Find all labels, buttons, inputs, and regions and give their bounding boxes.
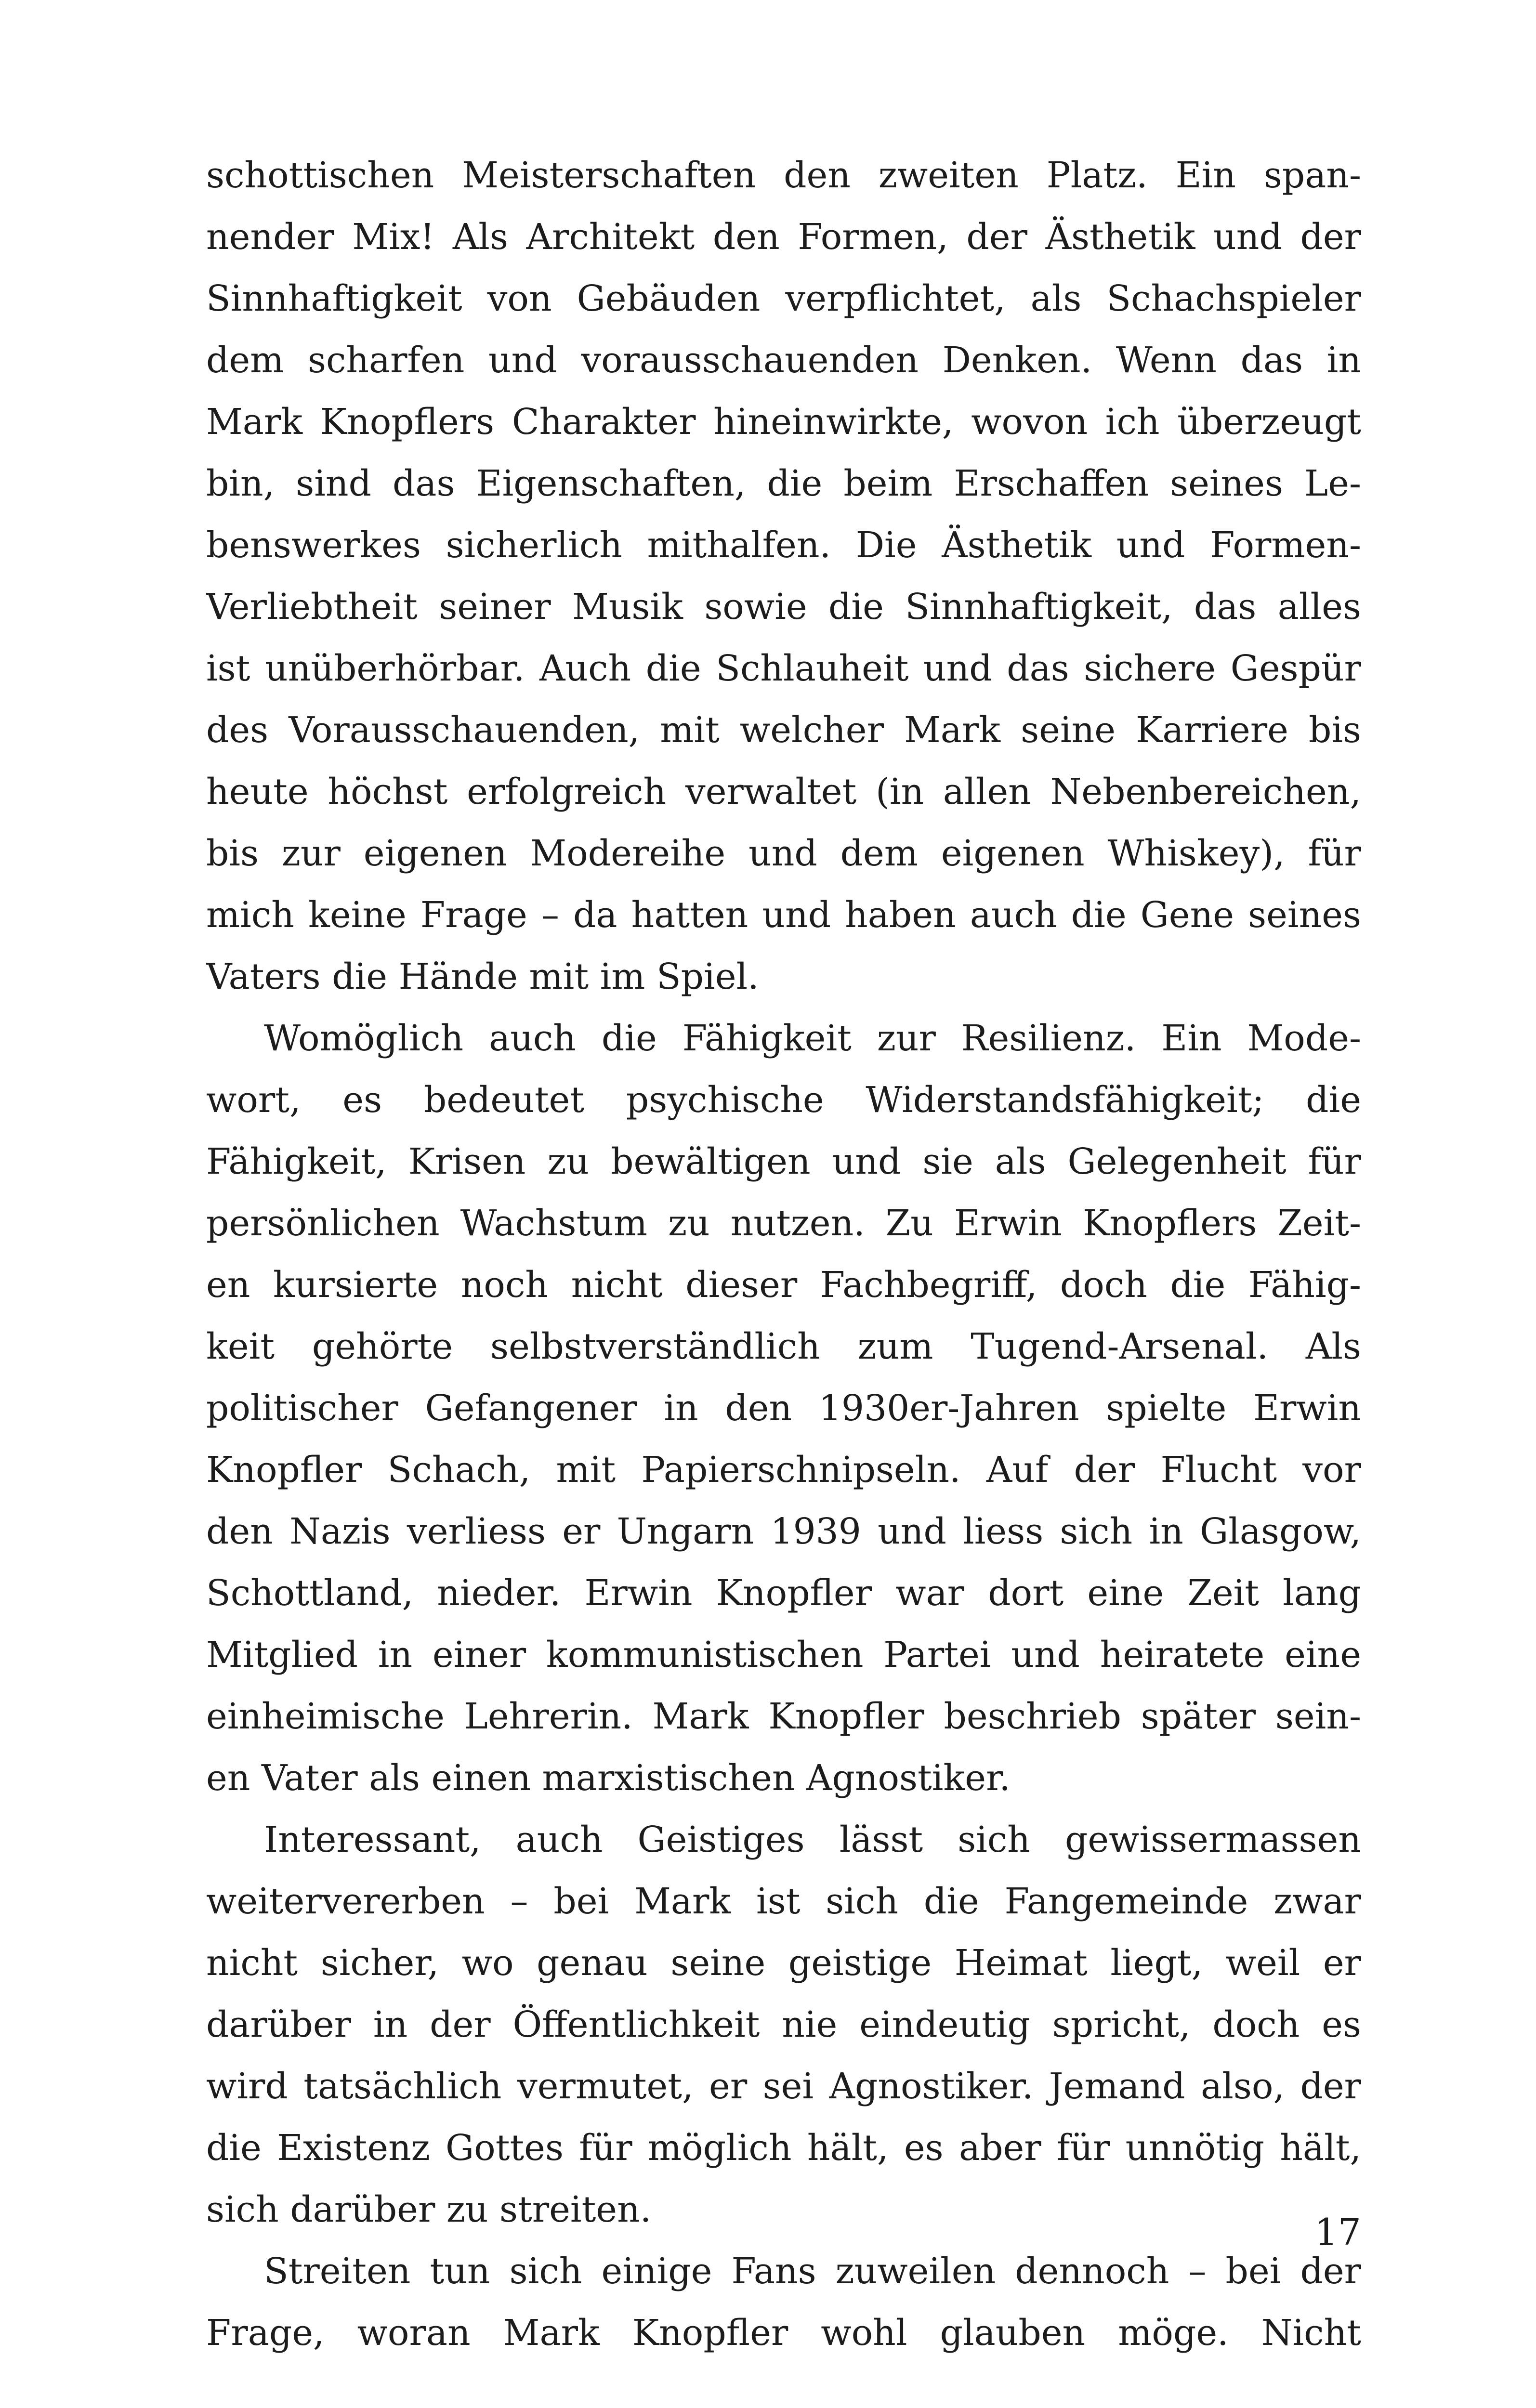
text-line: weitervererben – bei Mark ist sich die Fangemeinde zwar (206, 1881, 1361, 1922)
body-text (206, 144, 1361, 2364)
text-line: en kursierte noch nicht dieser Fachbegriff, doch die Fähig- (206, 1264, 1361, 1306)
text-line: ist unüberhörbar. Auch die Schlauheit und das sichere Gespür (206, 648, 1361, 689)
text-line: den Nazis verliess er Ungarn 1939 und liess sich in Glasgow, (206, 1511, 1361, 1552)
paragraph-last-line: sich darüber zu streiten. (206, 2189, 652, 2230)
text-line: keit gehörte selbstverständlich zum Tugend-Arsenal. Als (206, 1326, 1361, 1367)
text-line: darüber in der Öffentlichkeit nie eindeutig spricht, doch es (206, 2004, 1361, 2045)
text-line: wort, es bedeutet psychische Widerstandsfähigkeit; die (206, 1079, 1361, 1121)
text-line: heute höchst erfolgreich verwaltet (in allen Nebenbereichen, (206, 771, 1361, 812)
text-line: wird tatsächlich vermutet, er sei Agnostiker. Jemand also, der (206, 2066, 1361, 2107)
text-line: einheimische Lehrerin. Mark Knopfler beschrieb später sein- (206, 1696, 1361, 1737)
text-line: benswerkes sicherlich mithalfen. Die Ästhetik und Formen- (206, 524, 1361, 566)
text-line: Schottland, nieder. Erwin Knopfler war dort eine Zeit lang (206, 1572, 1361, 1614)
text-line: dem scharfen und vorausschauenden Denken. Wenn das in (206, 340, 1361, 381)
text-line: des Vorausschauenden, mit welcher Mark seine Karriere bis (206, 709, 1361, 751)
text-line: bis zur eigenen Modereihe und dem eigenen Whiskey), für (206, 833, 1361, 874)
text-line: mich keine Frage – da hatten und haben auch die Gene seines (206, 894, 1361, 936)
text-line: politischer Gefangener in den 1930er-Jahren spielte Erwin (206, 1387, 1361, 1429)
text-line: nicht sicher, wo genau seine geistige Heimat liegt, weil er (206, 1942, 1361, 1984)
page-number: 17 (1314, 2211, 1361, 2253)
text-line: nender Mix! Als Architekt den Formen, der Ästhetik und der (206, 216, 1361, 258)
paragraph-last-line: en Vater als einen marxistischen Agnostiker. (206, 1757, 1011, 1799)
paragraph-first-line: Streiten tun sich einige Fans zuweilen dennoch – bei der (264, 2251, 1361, 2292)
paragraph-first-line: Womöglich auch die Fähigkeit zur Resilienz. Ein Mode- (264, 1018, 1361, 1059)
text-line: Verliebtheit seiner Musik sowie die Sinnhaftigkeit, das alles (206, 586, 1361, 628)
text-line: bin, sind das Eigenschaften, die beim Erschaffen seines Le- (206, 463, 1361, 504)
text-line: Knopfler Schach, mit Papierschnipseln. Auf der Flucht vor (206, 1449, 1361, 1491)
text-line: Sinnhaftigkeit von Gebäuden verpflichtet, als Schachspieler (206, 278, 1361, 319)
text-line: Frage, woran Mark Knopfler wohl glauben möge. Nicht (206, 2312, 1361, 2354)
text-line: Mark Knopflers Charakter hineinwirkte, wovon ich überzeugt (206, 401, 1361, 443)
text-line: Fähigkeit, Krisen zu bewältigen und sie als Gelegenheit für (206, 1141, 1361, 1182)
text-line: die Existenz Gottes für möglich hält, es aber für unnötig hält, (206, 2127, 1361, 2169)
text-line: Mitglied in einer kommunistischen Partei und heiratete eine (206, 1634, 1361, 1675)
text-line: persönlichen Wachstum zu nutzen. Zu Erwin Knopflers Zeit- (206, 1203, 1361, 1244)
paragraph-first-line: Interessant, auch Geistiges lässt sich gewissermassen (264, 1819, 1361, 1860)
text-line: schottischen Meisterschaften den zweiten Platz. Ein span- (206, 155, 1361, 196)
paragraph-last-line: Vaters die Hände mit im Spiel. (206, 956, 759, 997)
